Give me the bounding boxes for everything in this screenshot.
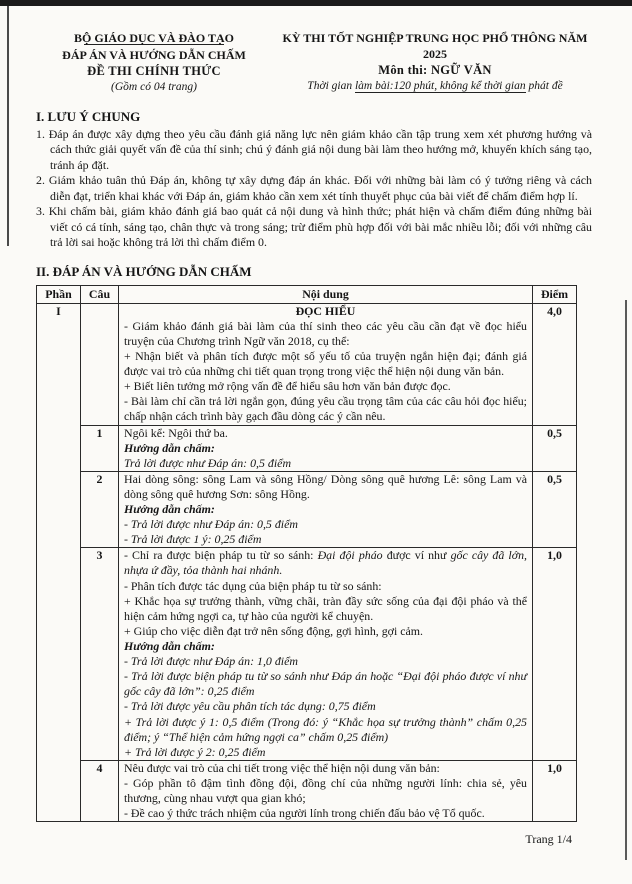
general-note-1: 1. Đáp án được xây dựng theo yêu cầu đánh giá năng lực nên giám khảo cần tập trung xem xét phương hướng và cách thức giải quyết vấn đề của thí sinh; chú ý đánh giá nội dung bài làm theo hướng mở, khuyến khích sáng tạo, tránh áp đặt. xyxy=(36,126,592,172)
scan-edge-right xyxy=(625,300,627,860)
q2-hdc-line: - Trả lời được 1 ý: 0,25 điểm xyxy=(124,532,262,547)
q3-answer-roman: được ví như xyxy=(382,548,451,563)
intro-content-cell xyxy=(119,303,533,425)
reading-section-title: ĐỌC HIỂU xyxy=(295,303,356,318)
table-header-row xyxy=(37,285,577,303)
q4-content-cell xyxy=(119,760,533,821)
general-note-2: 2. Giám khảo tuân thủ Đáp án, không tự xây dựng đáp án khác. Đối với những bài làm có ý tưởng riêng và cách diễn đạt, triển khai khác với Đáp án, giám khảo cần xem xét tính thuyết phục của bài viết để chấm điểm hợp lí. xyxy=(36,173,592,203)
q2-answer: Hai dòng sông: sông Lam và sông Hồng/ Dòng sông quê hương Lê: sông Lam và dòng sông quê hương Sơn: sông Hồng. xyxy=(124,471,527,501)
q1-score-cell: 0,5 xyxy=(533,425,577,471)
q3-hdc-line: + Trả lời được ý 2: 0,25 điểm xyxy=(124,744,266,759)
duration-line xyxy=(278,79,592,95)
header-right-block xyxy=(272,30,592,96)
scan-edge-top xyxy=(0,0,632,6)
q4-line: - Góp phần tô đậm tình đồng đội, đồng chí của những người lính: chia sẻ, yêu thương, cùng nhau vượt qua gian khó; xyxy=(124,776,527,806)
header-left-block xyxy=(36,30,272,96)
q3-line: - Phân tích được tác dụng của biện pháp tu từ so sánh: xyxy=(124,578,382,593)
q3-answer-italic: gốc cây đã lớn, nhựa ứ đầy, tỏa thành hai nhánh. xyxy=(124,548,527,578)
q3-number-cell: 3 xyxy=(81,548,119,761)
q3-line: + Khắc họa sự trưởng thành, vững chãi, tràn đầy sức sống của đại đội pháo và thể hiện cảm hứng ngợi ca, tự hào của người kể chuyện. xyxy=(124,593,527,623)
q2-hdc-line: - Trả lời được như Đáp án: 0,5 điểm xyxy=(124,517,298,532)
part-cell: I xyxy=(37,303,81,822)
document-content xyxy=(36,30,592,822)
col-header-cau: Câu xyxy=(81,285,119,303)
q1-hdc-line: Trả lời được như Đáp án: 0,5 điểm xyxy=(124,455,292,470)
q4-number-cell: 4 xyxy=(81,760,119,821)
page-number: Trang 1/4 xyxy=(525,832,572,846)
answer-key-table xyxy=(36,285,577,823)
table-row-q2 xyxy=(37,471,577,548)
intro-line: + Biết liên tưởng mở rộng vấn đề để hiểu sâu hơn văn bản được đọc. xyxy=(124,379,451,394)
q2-hdc-label: Hướng dẫn chấm: xyxy=(124,502,215,517)
ministry-name: BỘ GIÁO DỤC VÀ ĐÀO TẠO xyxy=(74,31,234,45)
q2-score-cell: 0,5 xyxy=(533,471,577,548)
q4-line: - Đề cao ý thức trách nhiệm của người lính trong chiến đấu bảo vệ Tổ quốc. xyxy=(124,806,485,821)
duration-underlined: làm bài:120 phút, không kể thời gian xyxy=(354,80,526,93)
q3-answer-italic: Đại đội pháo xyxy=(317,548,383,563)
q1-answer: Ngôi kể: Ngôi thứ ba. xyxy=(124,425,228,440)
section-i-title: I. LƯU Ý CHUNG xyxy=(36,108,141,124)
q3-hdc-line: + Trả lời được ý 1: 0,5 điểm (Trong đó: ý “Khắc họa sự trưởng thành” chấm 0,25 điểm; ý “Thể hiện cảm hứng ngợi ca” chấm 0,25 điểm) xyxy=(124,714,527,744)
col-header-phan: Phần xyxy=(37,285,81,303)
q3-content-cell xyxy=(119,548,533,761)
general-note-3: 3. Khi chấm bài, giám khảo đánh giá bao quát cả nội dung và hình thức; phát hiện và chấm điểm đúng những bài viết có cá tính, sáng tạo, chân thực và trong sáng; trừ điểm phù hợp đối với bài mắc nhiều lỗi; đối với những câu trả lời sai hoặc không trả lời thì chấm điểm 0. xyxy=(36,204,592,250)
duration-post: phát đề xyxy=(525,80,563,93)
q2-content-cell xyxy=(119,471,533,548)
q3-answer xyxy=(124,548,527,578)
q3-score-cell: 1,0 xyxy=(533,548,577,761)
q1-content-cell xyxy=(119,425,533,471)
scan-edge-left xyxy=(7,6,9,246)
q2-number-cell: 2 xyxy=(81,471,119,548)
intro-line: - Giám khảo đánh giá bài làm của thí sinh theo các yêu cầu cần đạt về đọc hiểu truyện của Chương trình Ngữ văn 2018, cụ thể: xyxy=(124,318,527,348)
q1-hdc-label: Hướng dẫn chấm: xyxy=(124,440,215,455)
table-row-q3 xyxy=(37,548,577,761)
intro-score-cell: 4,0 xyxy=(533,303,577,425)
col-header-diem: Điểm xyxy=(533,285,577,303)
page-count-note: (Gồm có 04 trang) xyxy=(111,81,197,94)
q3-line: + Giúp cho việc diễn đạt trở nên sống động, gợi hình, gợi cảm. xyxy=(124,623,424,638)
q4-score-cell: 1,0 xyxy=(533,760,577,821)
q3-hdc-label: Hướng dẫn chấm: xyxy=(124,639,215,654)
exam-title: KỲ THI TỐT NGHIỆP TRUNG HỌC PHỔ THÔNG NĂM 2025 xyxy=(282,31,588,62)
doc-title: ĐÁP ÁN VÀ HƯỚNG DẪN CHẤM xyxy=(62,48,246,63)
q1-number-cell: 1 xyxy=(81,425,119,471)
q3-hdc-line: - Trả lời được yêu cầu phân tích tác dụng: 0,75 điểm xyxy=(124,699,376,714)
intro-cau-cell xyxy=(81,303,119,425)
doc-subtitle: ĐỀ THI CHÍNH THỨC xyxy=(87,64,221,79)
table-row-section-intro xyxy=(37,303,577,425)
intro-line: - Bài làm chỉ cần trả lời ngắn gọn, đúng yêu cầu trọng tâm của các câu hỏi đọc hiểu; chấp nhận cách trình bày gạch đầu dòng các ý cần nêu. xyxy=(124,394,527,424)
duration-pre: Thời gian xyxy=(307,80,355,93)
q3-hdc-line: - Trả lời được như Đáp án: 1,0 điểm xyxy=(124,654,298,669)
section-ii-title: II. ĐÁP ÁN VÀ HƯỚNG DẪN CHẤM xyxy=(36,263,252,279)
table-row-q1 xyxy=(37,425,577,471)
table-row-q4 xyxy=(37,760,577,821)
document-header xyxy=(36,30,592,96)
q3-answer-roman: - Chỉ ra được biện pháp tu từ so sánh: xyxy=(124,548,318,563)
intro-line: + Nhận biết và phân tích được một số yếu tố của truyện ngắn hiện đại; đánh giá được vai trò của những chi tiết quan trọng trong việc thể hiện nội dung văn bản. xyxy=(124,348,527,379)
q4-line: Nêu được vai trò của chi tiết trong việc thể hiện nội dung văn bản: xyxy=(124,760,440,775)
col-header-noidung: Nội dung xyxy=(119,285,533,303)
q3-hdc-line: - Trả lời được biện pháp tu từ so sánh như Đáp án hoặc “Đại đội pháo được ví như gốc cây đã lớn”: 0,25 điểm xyxy=(124,669,527,699)
subject-line: Môn thi: NGỮ VĂN xyxy=(378,63,492,78)
